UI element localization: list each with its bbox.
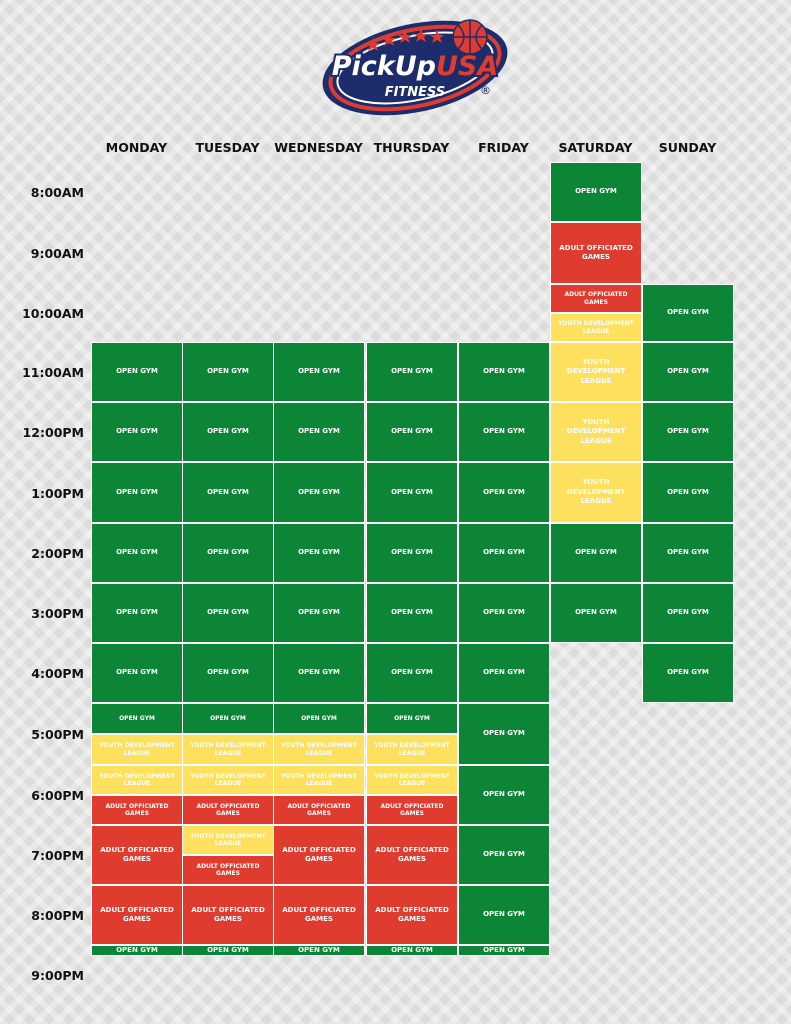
schedule-cell-saturday-youth-league: YOUTH DEVELOPMENT LEAGUE [550, 402, 642, 462]
schedule-cell-tuesday-open-gym: OPEN GYM [182, 945, 274, 956]
schedule-cell-friday-open-gym: OPEN GYM [458, 945, 550, 956]
schedule-cell-thursday-open-gym: OPEN GYM [366, 643, 458, 703]
schedule-cell-monday-youth-league: YOUTH DEVELOPMENT LEAGUE [91, 765, 183, 795]
schedule-cell-monday-open-gym: OPEN GYM [91, 643, 183, 703]
schedule-cell-friday-open-gym: OPEN GYM [458, 825, 550, 885]
schedule-cell-monday-adult-games: ADULT OFFICIATED GAMES [91, 825, 183, 885]
logo-subtitle: FITNESS [384, 85, 446, 100]
schedule-cell-sunday-open-gym: OPEN GYM [642, 462, 734, 523]
schedule-cell-sunday-open-gym: OPEN GYM [642, 284, 734, 342]
schedule-cell-tuesday-youth-league: YOUTH DEVELOPMENT LEAGUE [182, 734, 274, 765]
time-label: 8:00PM [31, 908, 84, 923]
time-label: 2:00PM [31, 546, 84, 561]
schedule-cell-monday-adult-games: ADULT OFFICIATED GAMES [91, 885, 183, 945]
schedule-cell-tuesday-open-gym: OPEN GYM [182, 583, 274, 643]
pickupusa-logo [315, 14, 515, 118]
schedule-cell-saturday-youth-league: YOUTH DEVELOPMENT LEAGUE [550, 462, 642, 523]
schedule-cell-thursday-adult-games: ADULT OFFICIATED GAMES [366, 825, 458, 885]
svg-text:PickUpUSA [332, 51, 499, 82]
schedule-cell-monday-open-gym: OPEN GYM [91, 523, 183, 583]
schedule-cell-thursday-open-gym: OPEN GYM [366, 402, 458, 462]
schedule-cell-wednesday-open-gym: OPEN GYM [273, 643, 365, 703]
schedule-cell-wednesday-open-gym: OPEN GYM [273, 462, 365, 523]
day-header-saturday: SATURDAY [558, 140, 633, 155]
schedule-cell-thursday-adult-games: ADULT OFFICIATED GAMES [366, 795, 458, 825]
schedule-cell-friday-open-gym: OPEN GYM [458, 703, 550, 765]
schedule-cell-tuesday-open-gym: OPEN GYM [182, 703, 274, 734]
schedule-cell-friday-open-gym: OPEN GYM [458, 523, 550, 583]
logo-name-b: USA [435, 51, 499, 82]
schedule-cell-saturday-youth-league: YOUTH DEVELOPMENT LEAGUE [550, 313, 642, 342]
schedule-cell-tuesday-open-gym: OPEN GYM [182, 402, 274, 462]
time-label: 3:00PM [31, 606, 84, 621]
schedule-cell-tuesday-adult-games: ADULT OFFICIATED GAMES [182, 795, 274, 825]
schedule-cell-wednesday-youth-league: YOUTH DEVELOPMENT LEAGUE [273, 734, 365, 765]
schedule-cell-monday-open-gym: OPEN GYM [91, 402, 183, 462]
schedule-cell-saturday-open-gym: OPEN GYM [550, 523, 642, 583]
schedule-cell-sunday-open-gym: OPEN GYM [642, 342, 734, 402]
schedule-cell-tuesday-open-gym: OPEN GYM [182, 643, 274, 703]
time-label: 1:00PM [31, 485, 84, 501]
day-header-tuesday: TUESDAY [195, 140, 260, 155]
schedule-cell-friday-open-gym: OPEN GYM [458, 462, 550, 523]
schedule-cell-monday-open-gym: OPEN GYM [91, 462, 183, 523]
time-label: 11:00AM [22, 365, 84, 380]
schedule-cell-thursday-open-gym: OPEN GYM [366, 342, 458, 402]
day-header-sunday: SUNDAY [658, 140, 717, 155]
schedule-cell-thursday-open-gym: OPEN GYM [366, 462, 458, 523]
time-label: 10:00AM [22, 306, 84, 321]
logo-name-a: PickUp [331, 51, 436, 82]
schedule-cell-friday-open-gym: OPEN GYM [458, 402, 550, 462]
schedule-cell-thursday-open-gym: OPEN GYM [366, 703, 458, 734]
schedule-cell-saturday-youth-league: YOUTH DEVELOPMENT LEAGUE [550, 342, 642, 402]
schedule-cell-monday-open-gym: OPEN GYM [91, 342, 183, 402]
schedule-cell-thursday-youth-league: YOUTH DEVELOPMENT LEAGUE [366, 734, 458, 765]
schedule-cell-wednesday-adult-games: ADULT OFFICIATED GAMES [273, 825, 365, 885]
schedule-cell-friday-open-gym: OPEN GYM [458, 643, 550, 703]
schedule-cell-wednesday-open-gym: OPEN GYM [273, 945, 365, 956]
day-header-thursday: THURSDAY [373, 140, 450, 155]
schedule-cell-monday-adult-games: ADULT OFFICIATED GAMES [91, 795, 183, 825]
schedule-cell-thursday-open-gym: OPEN GYM [366, 945, 458, 956]
schedule-cell-tuesday-adult-games: ADULT OFFICIATED GAMES [182, 855, 274, 885]
day-header-friday: FRIDAY [478, 140, 529, 155]
registered-mark: ® [480, 84, 491, 97]
schedule-cell-wednesday-open-gym: OPEN GYM [273, 402, 365, 462]
schedule-cell-tuesday-open-gym: OPEN GYM [182, 462, 274, 523]
time-label: 7:00PM [31, 848, 84, 863]
schedule-cell-saturday-adult-games: ADULT OFFICIATED GAMES [550, 284, 642, 313]
schedule-cell-tuesday-open-gym: OPEN GYM [182, 523, 274, 583]
schedule-cell-wednesday-open-gym: OPEN GYM [273, 342, 365, 402]
schedule-cell-wednesday-open-gym: OPEN GYM [273, 703, 365, 734]
basketball-icon [453, 20, 487, 54]
schedule-cell-saturday-adult-games: ADULT OFFICIATED GAMES [550, 222, 642, 284]
schedule-cell-friday-open-gym: OPEN GYM [458, 765, 550, 825]
time-label: 6:00PM [31, 788, 84, 803]
schedule-cell-thursday-open-gym: OPEN GYM [366, 583, 458, 643]
schedule-cell-wednesday-open-gym: OPEN GYM [273, 523, 365, 583]
schedule-cell-friday-open-gym: OPEN GYM [458, 342, 550, 402]
schedule-cell-thursday-youth-league: YOUTH DEVELOPMENT LEAGUE [366, 765, 458, 795]
schedule-cell-monday-open-gym: OPEN GYM [91, 583, 183, 643]
schedule-cell-tuesday-open-gym: OPEN GYM [182, 342, 274, 402]
schedule-cell-tuesday-adult-games: ADULT OFFICIATED GAMES [182, 885, 274, 945]
time-label: 9:00PM [31, 968, 84, 983]
schedule-cell-saturday-open-gym: OPEN GYM [550, 583, 642, 643]
schedule-cell-friday-open-gym: OPEN GYM [458, 583, 550, 643]
time-label: 8:00AM [30, 185, 84, 200]
schedule-cell-sunday-open-gym: OPEN GYM [642, 583, 734, 643]
day-header-wednesday: WEDNESDAY [274, 140, 363, 155]
schedule-cell-thursday-open-gym: OPEN GYM [366, 523, 458, 583]
schedule-cell-wednesday-adult-games: ADULT OFFICIATED GAMES [273, 795, 365, 825]
schedule-cell-wednesday-youth-league: YOUTH DEVELOPMENT LEAGUE [273, 765, 365, 795]
schedule-cell-friday-open-gym: OPEN GYM [458, 885, 550, 945]
schedule-cell-tuesday-youth-league: YOUTH DEVELOPMENT LEAGUE [182, 825, 274, 855]
schedule-cell-monday-open-gym: OPEN GYM [91, 945, 183, 956]
schedule-cell-monday-youth-league: YOUTH DEVELOPMENT LEAGUE [91, 734, 183, 765]
schedule-cell-tuesday-youth-league: YOUTH DEVELOPMENT LEAGUE [182, 765, 274, 795]
schedule-cell-thursday-adult-games: ADULT OFFICIATED GAMES [366, 885, 458, 945]
schedule-cell-sunday-open-gym: OPEN GYM [642, 523, 734, 583]
schedule-cell-sunday-open-gym: OPEN GYM [642, 643, 734, 703]
schedule-cell-wednesday-open-gym: OPEN GYM [273, 583, 365, 643]
time-label: 5:00PM [31, 727, 84, 742]
schedule-cell-monday-open-gym: OPEN GYM [91, 703, 183, 734]
day-header-monday: MONDAY [105, 140, 168, 155]
time-label: 12:00PM [22, 425, 84, 440]
time-label: 4:00PM [31, 666, 84, 681]
schedule-cell-saturday-open-gym: OPEN GYM [550, 162, 642, 222]
schedule-cell-sunday-open-gym: OPEN GYM [642, 402, 734, 462]
time-label: 9:00AM [30, 246, 84, 261]
schedule-cell-wednesday-adult-games: ADULT OFFICIATED GAMES [273, 885, 365, 945]
